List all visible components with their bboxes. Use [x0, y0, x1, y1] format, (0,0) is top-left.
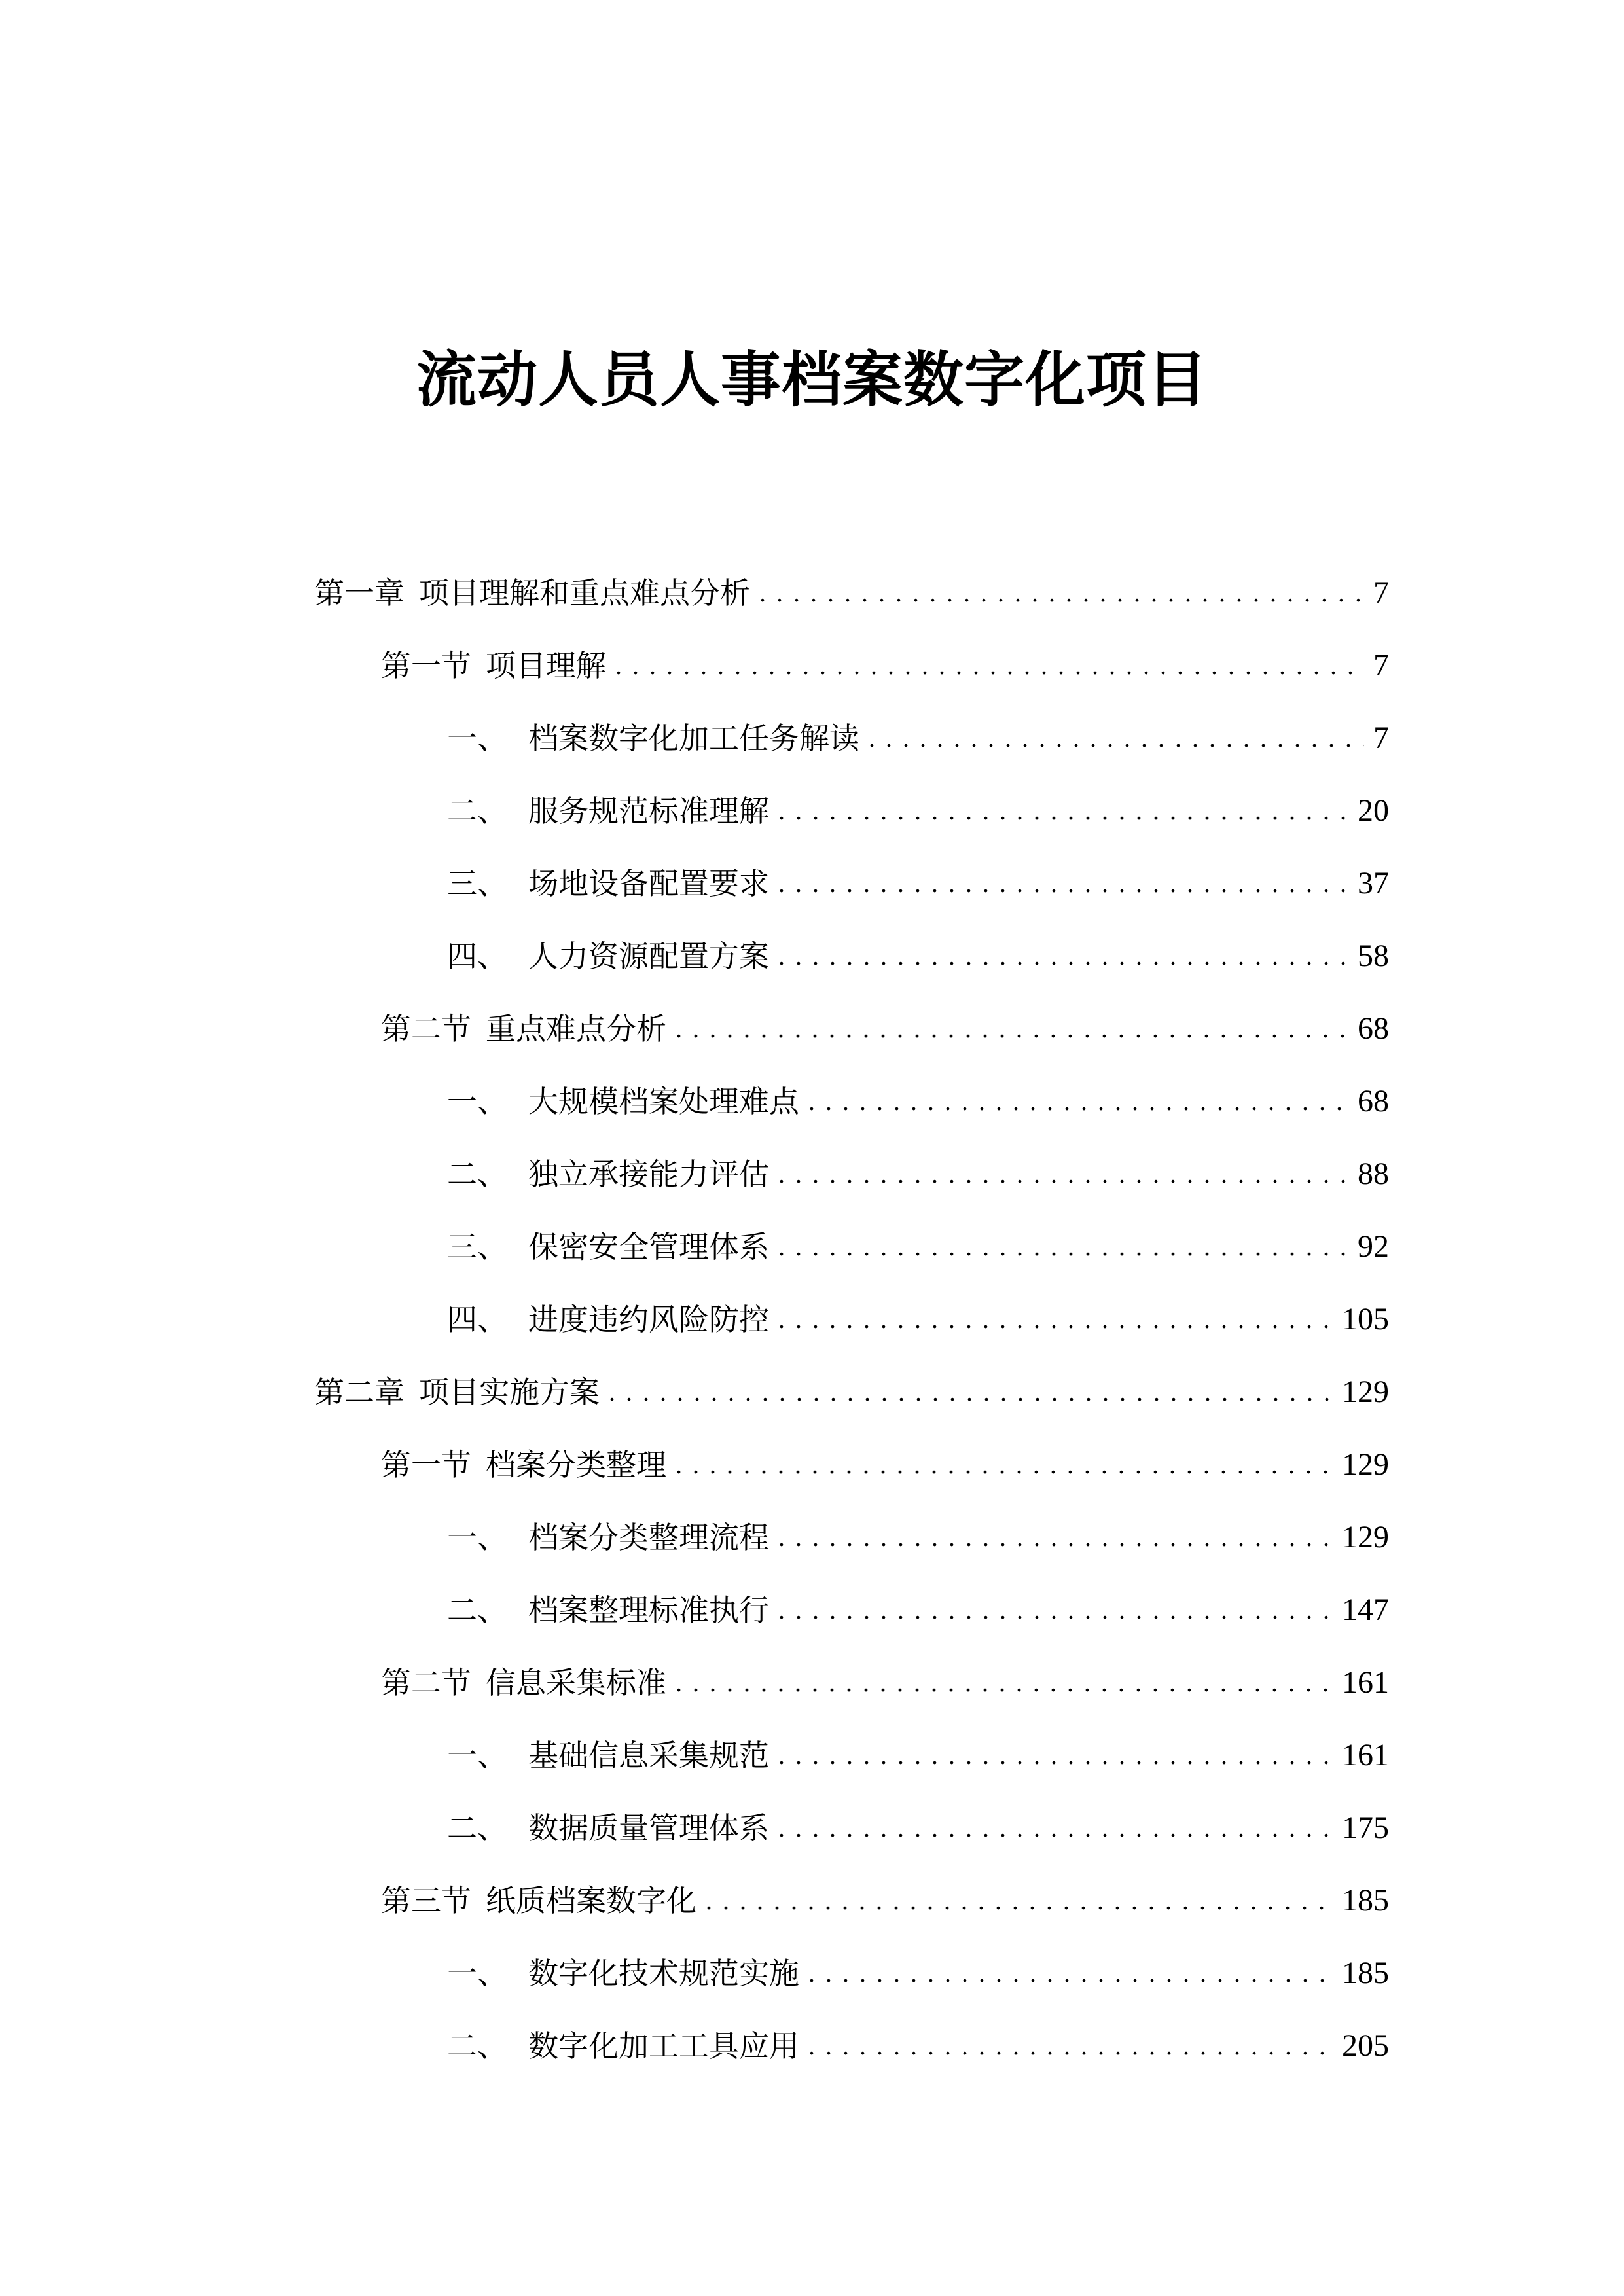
- toc-entry-title: 独立承接能力评估: [528, 1156, 769, 1192]
- toc-entry-number: 一、: [447, 720, 507, 756]
- toc-entry-page: 185: [1342, 1882, 1389, 1918]
- toc-entry-page: 129: [1342, 1374, 1389, 1409]
- dot-leader: [759, 573, 1364, 613]
- dot-leader: [615, 646, 1364, 685]
- toc-entry[interactable]: [314, 1138, 1389, 1210]
- dot-leader: [778, 1300, 1333, 1339]
- toc-entry-number: 第一节: [381, 1446, 471, 1482]
- toc-entry-title: 档案数字化加工任务解读: [528, 720, 859, 756]
- toc-entry-title: 项目理解: [486, 647, 606, 683]
- toc-entry-page: 161: [1342, 1664, 1389, 1700]
- toc-entry[interactable]: [314, 1791, 1389, 1864]
- toc-entry[interactable]: [314, 556, 1389, 629]
- toc-entry-number: 三、: [447, 865, 507, 901]
- toc-entry-page: 7: [1373, 647, 1389, 683]
- toc-entry-number: 一、: [447, 1083, 507, 1119]
- toc-entry-page: 185: [1342, 1955, 1389, 1990]
- toc-entry-page: 147: [1342, 1592, 1389, 1627]
- toc-entry-number: 第一章: [314, 575, 405, 611]
- toc-entry-number: 第三节: [381, 1882, 471, 1918]
- toc-entry[interactable]: [314, 774, 1389, 847]
- toc-entry[interactable]: [314, 920, 1389, 992]
- toc-entry-title: 数字化加工工具应用: [528, 2028, 799, 2064]
- toc-entry-title: 档案分类整理: [486, 1446, 666, 1482]
- toc-entry-page: 129: [1342, 1446, 1389, 1482]
- dot-leader: [778, 937, 1348, 976]
- dot-leader: [778, 1155, 1348, 1194]
- toc-entry-number: 四、: [447, 938, 507, 974]
- toc-entry-page: 7: [1373, 720, 1389, 755]
- dot-leader: [676, 1445, 1333, 1484]
- toc-entry-title: 档案分类整理流程: [528, 1519, 769, 1555]
- toc-entry-title: 数据质量管理体系: [528, 1810, 769, 1846]
- toc-entry-number: 二、: [447, 1592, 507, 1628]
- dot-leader: [808, 2026, 1333, 2066]
- dot-leader: [706, 1881, 1333, 1920]
- toc-entry-page: 20: [1358, 793, 1389, 828]
- toc-entry-page: 175: [1342, 1810, 1389, 1845]
- toc-entry-number: 四、: [447, 1301, 507, 1337]
- toc-entry-title: 重点难点分析: [486, 1011, 666, 1047]
- toc-entry[interactable]: [314, 1646, 1389, 1719]
- toc-entry-page: 68: [1358, 1011, 1389, 1046]
- toc-entry-number: 第一节: [381, 647, 471, 683]
- toc-entry[interactable]: [314, 1283, 1389, 1355]
- toc-entry[interactable]: [314, 1937, 1389, 2009]
- dot-leader: [808, 1082, 1348, 1121]
- dot-leader: [869, 719, 1364, 758]
- toc-entry-number: 第二节: [381, 1011, 471, 1047]
- toc-entry-page: 105: [1342, 1301, 1389, 1336]
- toc-entry-title: 保密安全管理体系: [528, 1229, 769, 1265]
- toc-entry[interactable]: [314, 1428, 1389, 1501]
- toc-entry-page: 205: [1342, 2028, 1389, 2063]
- toc-entry-page: 129: [1342, 1519, 1389, 1554]
- toc-entry-number: 二、: [447, 1810, 507, 1846]
- table-of-contents: [314, 556, 1389, 2082]
- toc-entry[interactable]: [314, 1065, 1389, 1138]
- toc-entry-number: 一、: [447, 1519, 507, 1555]
- toc-entry-page: 161: [1342, 1737, 1389, 1772]
- toc-entry-page: 92: [1358, 1229, 1389, 1264]
- toc-entry-title: 人力资源配置方案: [528, 938, 769, 974]
- toc-entry-title: 信息采集标准: [486, 1664, 666, 1700]
- toc-entry[interactable]: [314, 1210, 1389, 1283]
- dot-leader: [609, 1372, 1333, 1412]
- toc-entry[interactable]: [314, 1355, 1389, 1428]
- toc-entry-page: 7: [1373, 575, 1389, 610]
- dot-leader: [778, 1590, 1333, 1630]
- dot-leader: [778, 864, 1348, 903]
- toc-entry-page: 88: [1358, 1156, 1389, 1191]
- toc-entry-number: 二、: [447, 793, 507, 829]
- toc-entry-number: 三、: [447, 1229, 507, 1265]
- dot-leader: [778, 791, 1348, 831]
- toc-entry-title: 进度违约风险防控: [528, 1301, 769, 1337]
- toc-entry-number: 二、: [447, 1156, 507, 1192]
- toc-entry-title: 档案整理标准执行: [528, 1592, 769, 1628]
- toc-entry-title: 场地设备配置要求: [528, 865, 769, 901]
- toc-entry-number: 第二章: [314, 1374, 405, 1410]
- dot-leader: [778, 1736, 1333, 1775]
- toc-entry[interactable]: [314, 702, 1389, 774]
- dot-leader: [778, 1227, 1348, 1266]
- toc-entry[interactable]: [314, 2009, 1389, 2082]
- toc-entry-number: 第二节: [381, 1664, 471, 1700]
- toc-entry-title: 项目实施方案: [419, 1374, 600, 1410]
- dot-leader: [778, 1808, 1333, 1848]
- toc-entry-page: 58: [1358, 938, 1389, 973]
- toc-entry[interactable]: [314, 1501, 1389, 1573]
- toc-entry-title: 项目理解和重点难点分析: [419, 575, 750, 611]
- toc-entry-number: 一、: [447, 1737, 507, 1773]
- toc-entry[interactable]: [314, 629, 1389, 702]
- toc-entry-page: 68: [1358, 1083, 1389, 1119]
- dot-leader: [778, 1518, 1333, 1557]
- toc-entry-title: 基础信息采集规范: [528, 1737, 769, 1773]
- toc-entry[interactable]: [314, 1573, 1389, 1646]
- toc-entry-title: 纸质档案数字化: [486, 1882, 696, 1918]
- toc-entry-title: 服务规范标准理解: [528, 793, 769, 829]
- dot-leader: [676, 1009, 1348, 1049]
- dot-leader: [676, 1663, 1333, 1702]
- toc-entry-number: 二、: [447, 2028, 507, 2064]
- toc-entry-title: 大规模档案处理难点: [528, 1083, 799, 1119]
- toc-entry-number: 一、: [447, 1955, 507, 1991]
- toc-entry-page: 37: [1358, 865, 1389, 901]
- toc-entry[interactable]: [314, 1719, 1389, 1791]
- toc-entry[interactable]: [314, 1864, 1389, 1937]
- toc-entry-title: 数字化技术规范实施: [528, 1955, 799, 1991]
- dot-leader: [808, 1954, 1333, 1993]
- document-title: 流动人员人事档案数字化项目: [416, 344, 1208, 415]
- toc-entry[interactable]: [314, 847, 1389, 920]
- toc-entry[interactable]: [314, 992, 1389, 1065]
